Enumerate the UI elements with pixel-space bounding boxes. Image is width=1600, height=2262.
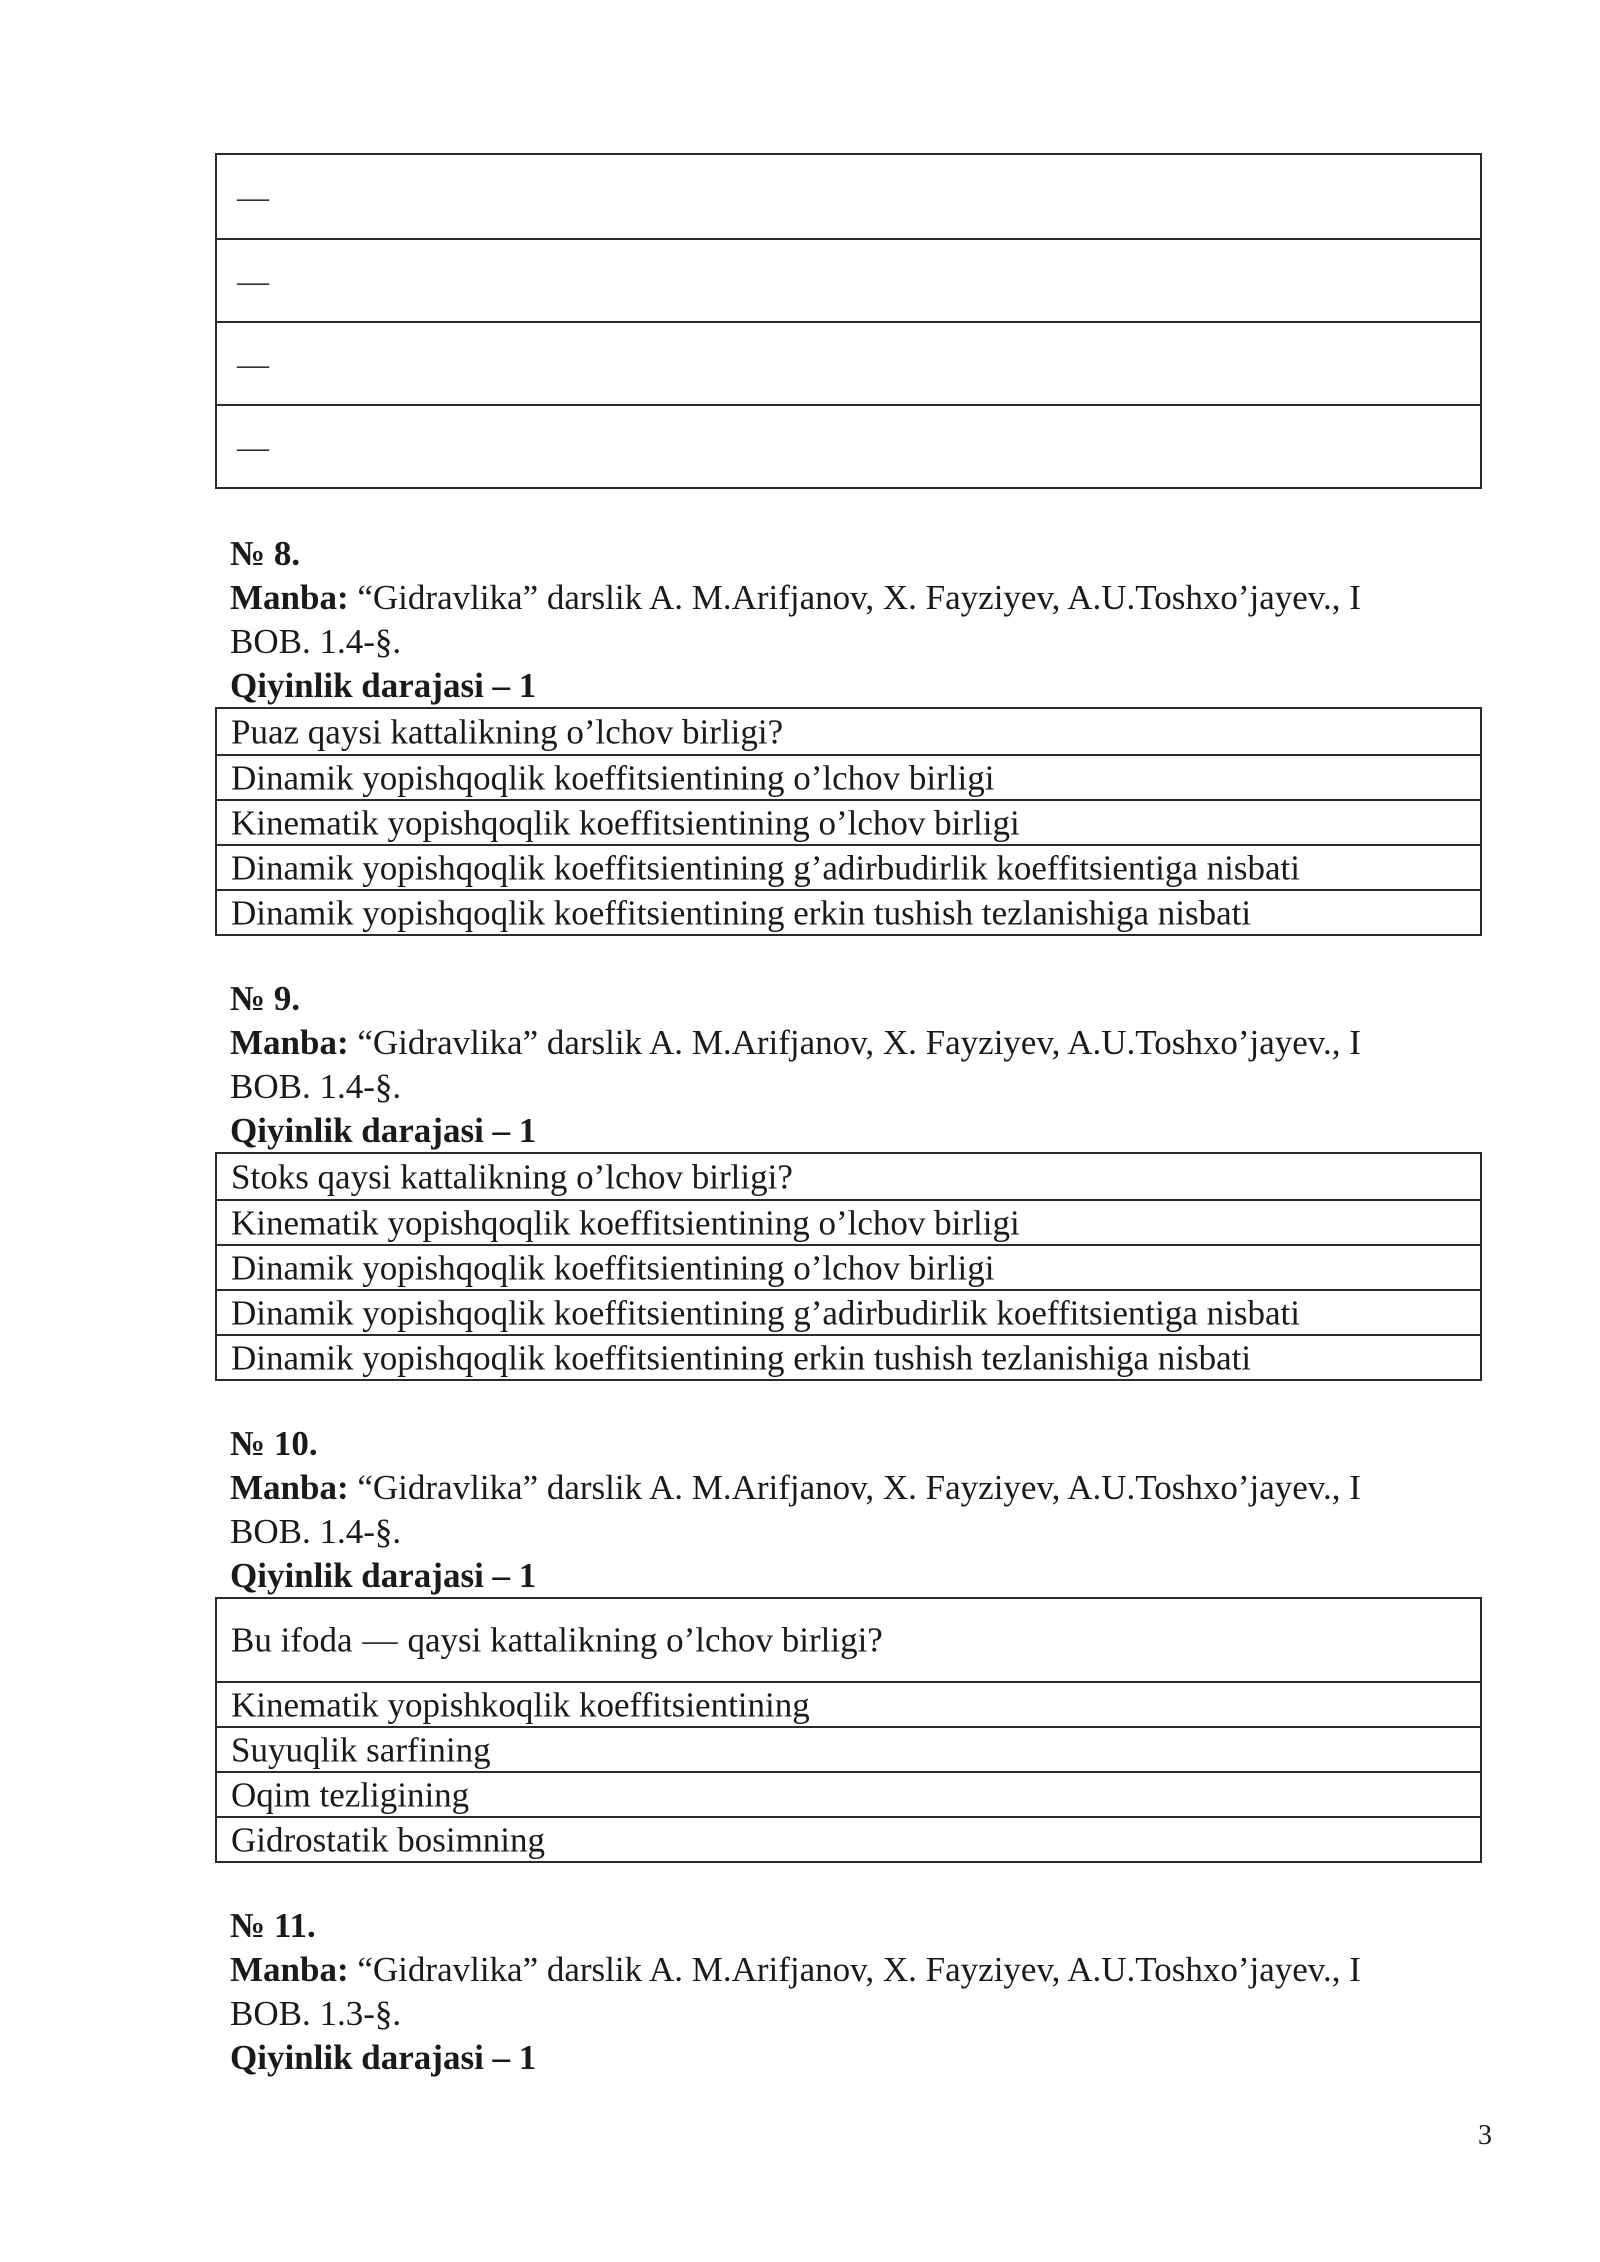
source-cont: BOB. 1.4-§. [230,622,402,661]
answer-option: Kinematik yopishkoqlik koeffitsientining [231,1685,810,1724]
table-row [217,321,1480,404]
answer-row [217,754,1480,799]
formula-placeholder: — [237,428,269,464]
formula-placeholder: — [362,1620,398,1660]
source-label: Manba: [230,578,349,617]
source-cont: BOB. 1.4-§. [230,1512,402,1551]
answer-row [217,1289,1480,1334]
question-header [230,977,1361,1153]
question-number: № 10. [230,1424,318,1463]
source-cont: BOB. 1.3-§. [230,1994,402,2033]
question-text [231,1620,883,1660]
answer-row [217,799,1480,844]
question-header [230,1904,1361,2080]
answer-option: Dinamik yopishqoqlik koeffitsientining g’adirbudirlik koeffitsientiga nisbati [231,848,1300,887]
answer-option: Oqim tezligining [231,1775,470,1814]
top-table [215,153,1482,489]
formula-placeholder: — [237,262,269,298]
source-text: “Gidravlika” darslik A. M.Arifjanov, X. Fayziyev, A.U.Toshxo’jayev., I [357,578,1361,617]
answer-row [217,1771,1480,1816]
table-row [217,238,1480,321]
table-row [217,155,1480,238]
question-text: Stoks qaysi kattalikning o’lchov birligi? [231,1157,793,1196]
difficulty-level: Qiyinlik darajasi – 1 [230,1556,537,1595]
source-line [230,1021,1361,1065]
question-table [215,707,1482,936]
source-line [230,1948,1361,1992]
answer-row [217,1334,1480,1379]
difficulty-level: Qiyinlik darajasi – 1 [230,666,537,705]
answer-row [217,1816,1480,1861]
difficulty-level: Qiyinlik darajasi – 1 [230,1111,537,1150]
question-number: № 11. [230,1906,316,1945]
question-number: № 9. [230,979,301,1018]
answer-option: Dinamik yopishqoqlik koeffitsientining g’adirbudirlik koeffitsientiga nisbati [231,1293,1300,1332]
source-line [230,1466,1361,1510]
answer-option: Gidrostatik bosimning [231,1820,546,1859]
answer-row [217,844,1480,889]
question-row [217,709,1480,754]
answer-option: Dinamik yopishqoqlik koeffitsientining erkin tushish tezlanishiga nisbati [231,1338,1252,1377]
source-label: Manba: [230,1023,349,1062]
source-text: “Gidravlika” darslik A. M.Arifjanov, X. Fayziyev, A.U.Toshxo’jayev., I [357,1950,1361,1989]
question-table [215,1152,1482,1381]
answer-option: Kinematik yopishqoqlik koeffitsientining o’lchov birligi [231,803,1020,842]
question-header [230,1422,1361,1598]
answer-option: Kinematik yopishqoqlik koeffitsientining o’lchov birligi [231,1203,1020,1242]
question-row [217,1154,1480,1199]
question-text-part1: Bu ifoda [231,1620,353,1660]
question-text: Puaz qaysi kattalikning o’lchov birligi? [231,712,784,751]
source-label: Manba: [230,1950,349,1989]
question-row [217,1599,1480,1681]
source-label: Manba: [230,1468,349,1507]
source-text: “Gidravlika” darslik A. M.Arifjanov, X. Fayziyev, A.U.Toshxo’jayev., I [357,1468,1361,1507]
answer-row [217,1726,1480,1771]
answer-row [217,889,1480,934]
question-number: № 8. [230,534,301,573]
answer-option: Dinamik yopishqoqlik koeffitsientining erkin tushish tezlanishiga nisbati [231,893,1252,932]
source-cont: BOB. 1.4-§. [230,1067,402,1106]
question-table [215,1597,1482,1863]
answer-row [217,1244,1480,1289]
source-line [230,576,1361,620]
source-text: “Gidravlika” darslik A. M.Arifjanov, X. Fayziyev, A.U.Toshxo’jayev., I [357,1023,1361,1062]
table-row [217,404,1480,487]
answer-option: Suyuqlik sarfining [231,1730,491,1769]
formula-placeholder: — [237,345,269,381]
answer-row [217,1681,1480,1726]
question-text-part2: qaysi kattalikning o’lchov birligi? [407,1620,883,1660]
answer-option: Dinamik yopishqoqlik koeffitsientining o’lchov birligi [231,1248,995,1287]
formula-placeholder: — [237,178,269,214]
answer-option: Dinamik yopishqoqlik koeffitsientining o’lchov birligi [231,758,995,797]
answer-row [217,1199,1480,1244]
page-number: 3 [1478,2120,1492,2151]
question-header [230,532,1361,708]
difficulty-level: Qiyinlik darajasi – 1 [230,2038,537,2077]
